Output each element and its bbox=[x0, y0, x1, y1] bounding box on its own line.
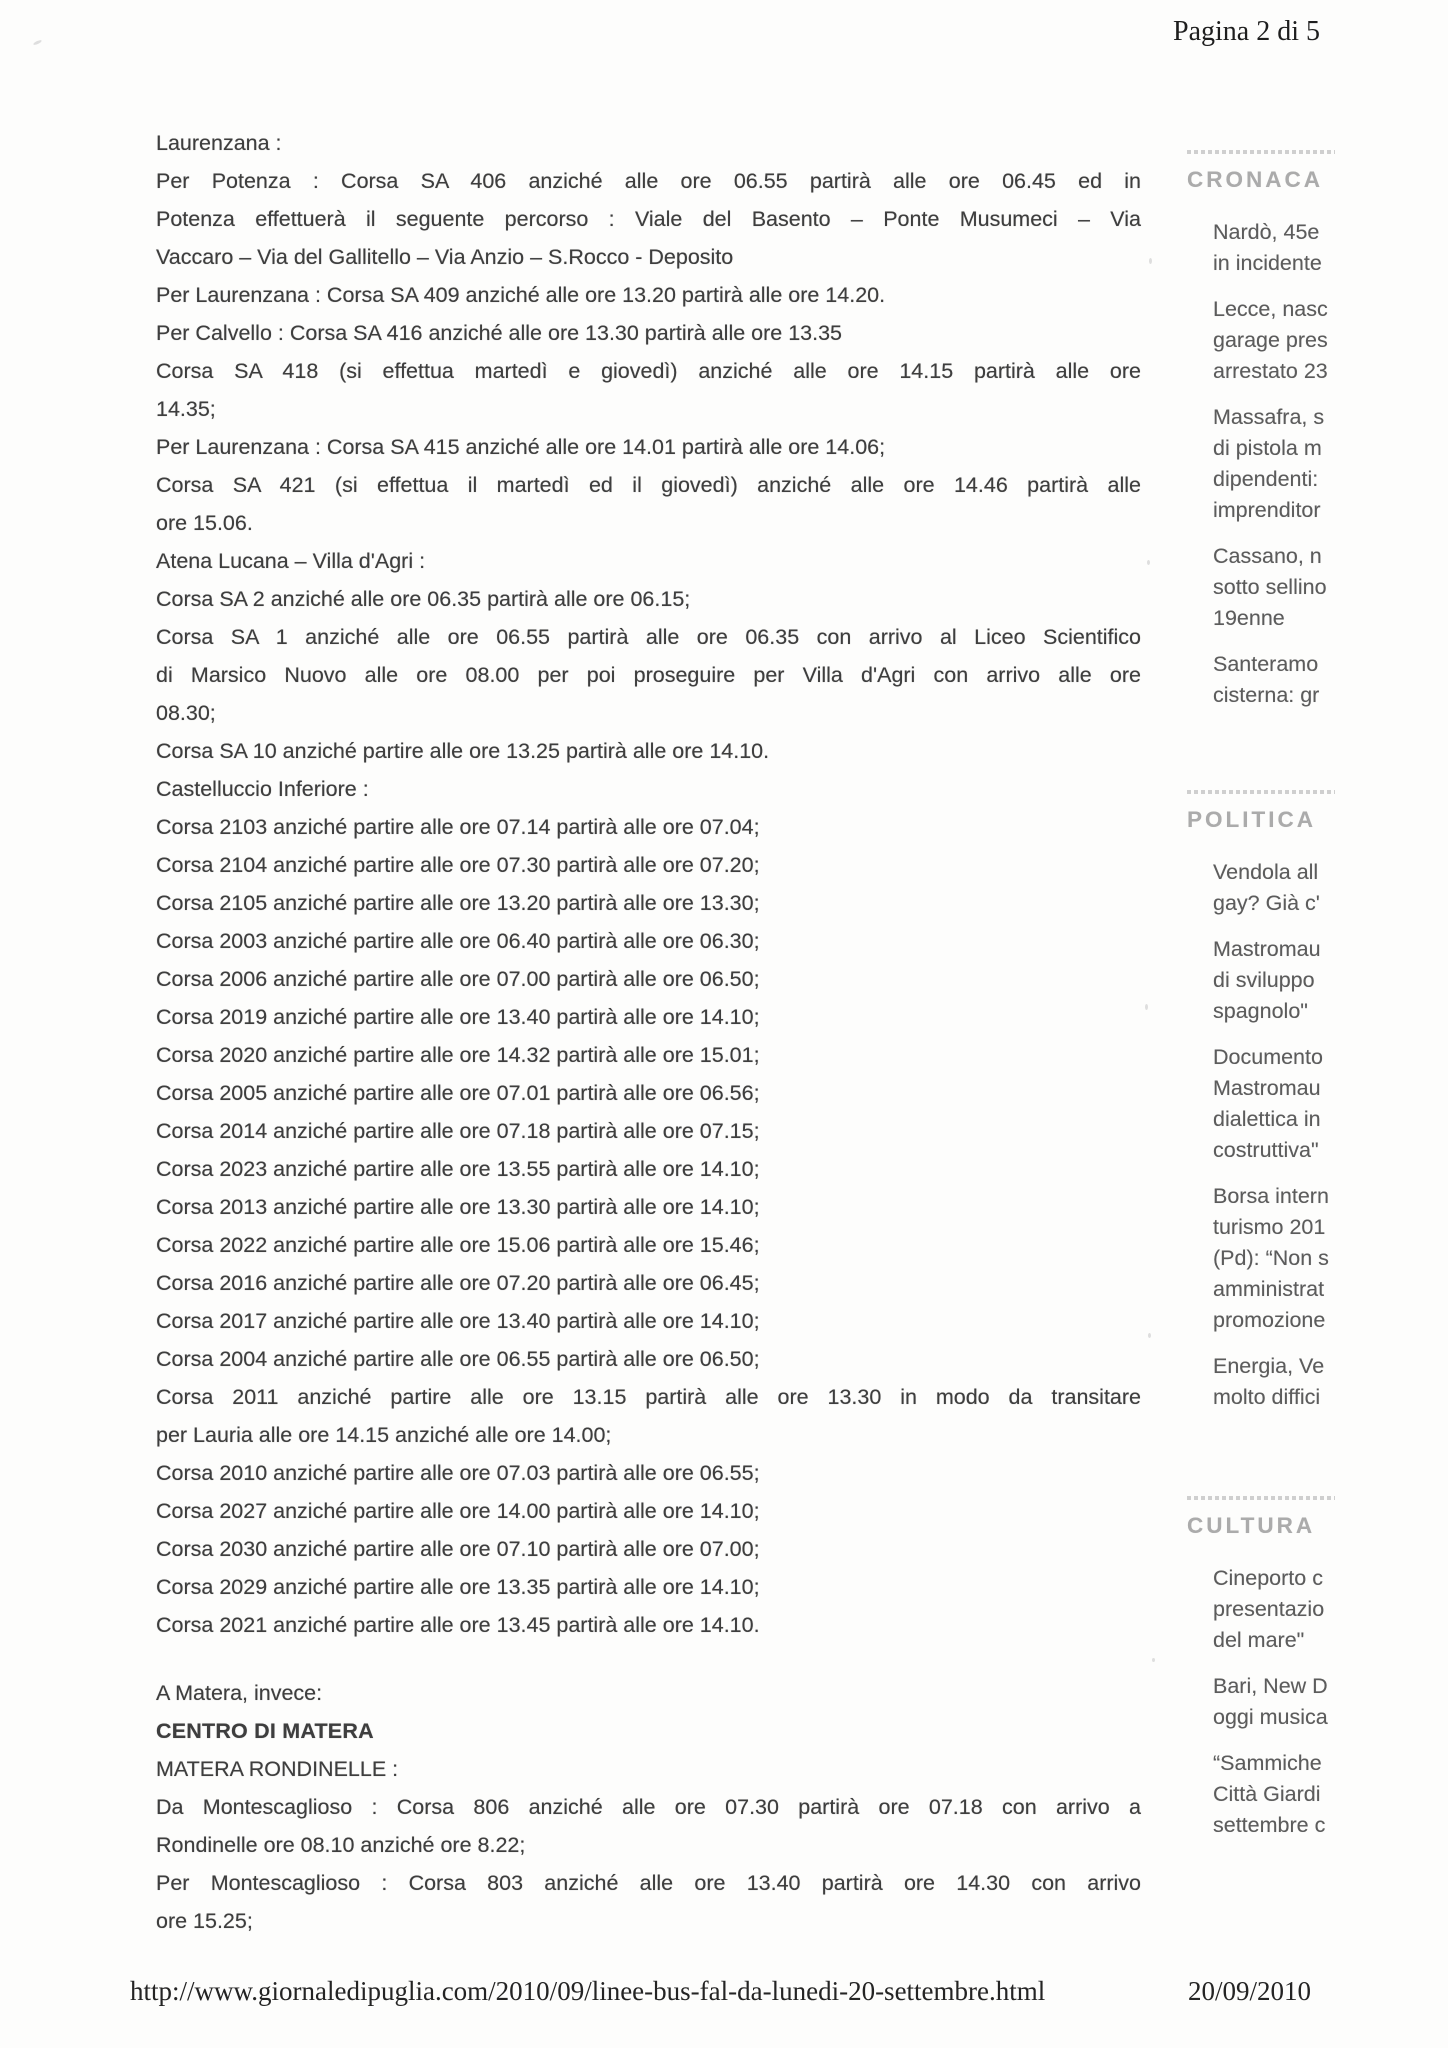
scan-speck bbox=[1149, 258, 1152, 264]
headline-item bbox=[1213, 1042, 1448, 1166]
body-line: Corsa 2023 anziché partire alle ore 13.55 partirà alle ore 14.10; bbox=[156, 1157, 760, 1181]
headline-line: dialettica in bbox=[1213, 1107, 1321, 1131]
section-title: CULTURA bbox=[1187, 1513, 1316, 1538]
headline-line: Bari, New D bbox=[1213, 1674, 1328, 1698]
headline-item bbox=[1213, 1351, 1448, 1413]
headline-line: turismo 201 bbox=[1213, 1215, 1326, 1239]
body-line: Per Calvello : Corsa SA 416 anziché alle ore 13.30 partirà alle ore 13.35 bbox=[156, 321, 843, 345]
headline-line: garage pres bbox=[1213, 328, 1328, 352]
article-body bbox=[156, 124, 1141, 1940]
section-items bbox=[1213, 217, 1448, 711]
headline-line: Mastromau bbox=[1213, 937, 1321, 961]
headline-line: “Sammiche bbox=[1213, 1751, 1322, 1775]
body-line: Corsa 2017 anziché partire alle ore 13.40 partirà alle ore 14.10; bbox=[156, 1309, 760, 1333]
section-divider bbox=[1187, 150, 1335, 154]
headline-line: dipendenti: bbox=[1213, 467, 1319, 491]
body-line: Corsa 2104 anziché partire alle ore 07.30 partirà alle ore 07.20; bbox=[156, 853, 760, 877]
headline-line: arrestato 23 bbox=[1213, 359, 1328, 383]
body-line: Corsa 2010 anziché partire alle ore 07.03 partirà alle ore 06.55; bbox=[156, 1461, 760, 1485]
body-line: Corsa 2020 anziché partire alle ore 14.32 partirà alle ore 15.01; bbox=[156, 1043, 760, 1067]
body-line: Corsa SA 418 (si effettua martedì e giovedì) anziché alle ore 14.15 partirà alle ore bbox=[156, 359, 1141, 383]
headline-line: Cassano, n bbox=[1213, 544, 1322, 568]
body-line: Corsa SA 1 anziché alle ore 06.55 partirà alle ore 06.35 con arrivo al Liceo Scientifico bbox=[156, 625, 1141, 649]
headline-line: oggi musica bbox=[1213, 1705, 1328, 1729]
footer bbox=[0, 1976, 1448, 2016]
body-line: Potenza effettuerà il seguente percorso : Viale del Basento – Ponte Musumeci – Via bbox=[156, 207, 1141, 231]
headline-line: gay? Già c' bbox=[1213, 891, 1320, 915]
headline-line: molto diffici bbox=[1213, 1385, 1321, 1409]
headline-item bbox=[1213, 541, 1448, 634]
scan-speck bbox=[1147, 560, 1150, 565]
headline-line: costruttiva" bbox=[1213, 1138, 1319, 1162]
headline-line: Energia, Ve bbox=[1213, 1354, 1325, 1378]
body-line: Corsa 2019 anziché partire alle ore 13.40 partirà alle ore 14.10; bbox=[156, 1005, 760, 1029]
body-line: Corsa 2030 anziché partire alle ore 07.10 partirà alle ore 07.00; bbox=[156, 1537, 760, 1561]
headline-line: Cineporto c bbox=[1213, 1566, 1323, 1590]
headline-line: Città Giardi bbox=[1213, 1782, 1321, 1806]
body-line: Corsa 2016 anziché partire alle ore 07.20 partirà alle ore 06.45; bbox=[156, 1271, 760, 1295]
headline-line: Vendola all bbox=[1213, 860, 1319, 884]
body-line: CENTRO DI MATERA bbox=[156, 1719, 374, 1743]
headline-line: Documento bbox=[1213, 1045, 1323, 1069]
headline-item bbox=[1213, 1748, 1448, 1841]
headline-line: 19enne bbox=[1213, 606, 1285, 630]
headline-line: di sviluppo bbox=[1213, 968, 1315, 992]
body-line: ore 15.25; bbox=[156, 1909, 253, 1933]
body-line: A Matera, invece: bbox=[156, 1681, 323, 1705]
scan-speck bbox=[33, 39, 42, 46]
body-line: Corsa SA 421 (si effettua il martedì ed il giovedì) anziché alle ore 14.46 partirà alle bbox=[156, 473, 1141, 497]
headline-line: cisterna: gr bbox=[1213, 683, 1320, 707]
body-line: Corsa 2011 anziché partire alle ore 13.15 partirà alle ore 13.30 in modo da transitare bbox=[156, 1385, 1141, 1409]
body-line: 08.30; bbox=[156, 701, 216, 725]
headline-line: spagnolo" bbox=[1213, 999, 1308, 1023]
headline-item bbox=[1213, 857, 1448, 919]
body-line: Corsa 2004 anziché partire alle ore 06.55 partirà alle ore 06.50; bbox=[156, 1347, 760, 1371]
body-line: Da Montescaglioso : Corsa 806 anziché alle ore 07.30 partirà ore 07.18 con arrivo a bbox=[156, 1795, 1141, 1819]
headline-line: promozione bbox=[1213, 1308, 1326, 1332]
headline-item bbox=[1213, 1563, 1448, 1656]
scan-speck bbox=[1145, 1004, 1148, 1010]
scan-speck bbox=[1148, 1333, 1151, 1338]
headline-line: in incidente bbox=[1213, 251, 1322, 275]
sidebar-section-cronaca bbox=[1185, 150, 1448, 726]
body-line: Per Laurenzana : Corsa SA 409 anziché alle ore 13.20 partirà alle ore 14.20. bbox=[156, 283, 886, 307]
body-line: Per Montescaglioso : Corsa 803 anziché alle ore 13.40 partirà ore 14.30 con arrivo bbox=[156, 1871, 1141, 1895]
body-line: Corsa 2103 anziché partire alle ore 07.14 partirà alle ore 07.04; bbox=[156, 815, 760, 839]
section-divider bbox=[1187, 1496, 1335, 1500]
body-line: Corsa SA 10 anziché partire alle ore 13.25 partirà alle ore 14.10. bbox=[156, 739, 770, 763]
headline-line: imprenditor bbox=[1213, 498, 1321, 522]
headline-line: Borsa intern bbox=[1213, 1184, 1329, 1208]
body-line: Per Laurenzana : Corsa SA 415 anziché alle ore 14.01 partirà alle ore 14.06; bbox=[156, 435, 886, 459]
body-line: di Marsico Nuovo alle ore 08.00 per poi proseguire per Villa d'Agri con arrivo alle ore bbox=[156, 663, 1141, 687]
headline-line: settembre c bbox=[1213, 1813, 1326, 1837]
headline-line: Mastromau bbox=[1213, 1076, 1321, 1100]
page-number: Pagina 2 di 5 bbox=[1173, 16, 1320, 47]
body-line: Corsa 2022 anziché partire alle ore 15.06 partirà alle ore 15.46; bbox=[156, 1233, 760, 1257]
headline-line: (Pd): “Non s bbox=[1213, 1246, 1329, 1270]
body-line: Corsa 2029 anziché partire alle ore 13.35 partirà alle ore 14.10; bbox=[156, 1575, 760, 1599]
headline-line: sotto sellino bbox=[1213, 575, 1327, 599]
body-line: Corsa 2014 anziché partire alle ore 07.18 partirà alle ore 07.15; bbox=[156, 1119, 760, 1143]
body-line: Corsa 2105 anziché partire alle ore 13.20 partirà alle ore 13.30; bbox=[156, 891, 760, 915]
headline-line: Lecce, nasc bbox=[1213, 297, 1328, 321]
headline-line: Nardò, 45e bbox=[1213, 220, 1320, 244]
headline-line: Santeramo bbox=[1213, 652, 1319, 676]
footer-date: 20/09/2010 bbox=[1188, 1976, 1312, 2006]
section-divider bbox=[1187, 790, 1335, 794]
body-line: Vaccaro – Via del Gallitello – Via Anzio – S.Rocco - Deposito bbox=[156, 245, 734, 269]
headline-item bbox=[1213, 934, 1448, 1027]
section-items bbox=[1213, 1563, 1448, 1841]
sidebar-section-cultura bbox=[1185, 1496, 1448, 1856]
footer-url: http://www.giornaledipuglia.com/2010/09/linee-bus-fal-da-lunedi-20-settembre.html bbox=[130, 1976, 1046, 2006]
headline-item bbox=[1213, 294, 1448, 387]
body-line: ore 15.06. bbox=[156, 511, 253, 535]
section-items bbox=[1213, 857, 1448, 1413]
headline-line: Massafra, s bbox=[1213, 405, 1325, 429]
body-line: Laurenzana : bbox=[156, 131, 282, 155]
body-line: Per Potenza : Corsa SA 406 anziché alle ore 06.55 partirà alle ore 06.45 ed in bbox=[156, 169, 1141, 193]
body-line: MATERA RONDINELLE : bbox=[156, 1757, 399, 1781]
body-line: 14.35; bbox=[156, 397, 216, 421]
headline-line: del mare" bbox=[1213, 1628, 1305, 1652]
body-line: Corsa 2006 anziché partire alle ore 07.00 partirà alle ore 06.50; bbox=[156, 967, 760, 991]
headline-item bbox=[1213, 649, 1448, 711]
section-title: CRONACA bbox=[1187, 167, 1323, 192]
headline-item bbox=[1213, 217, 1448, 279]
body-line: Corsa 2021 anziché partire alle ore 13.45 partirà alle ore 14.10. bbox=[156, 1613, 760, 1637]
headline-line: amministrat bbox=[1213, 1277, 1325, 1301]
body-line: Corsa 2003 anziché partire alle ore 06.40 partirà alle ore 06.30; bbox=[156, 929, 760, 953]
headline-line: presentazio bbox=[1213, 1597, 1325, 1621]
body-line: Corsa 2005 anziché partire alle ore 07.01 partirà alle ore 06.56; bbox=[156, 1081, 760, 1105]
headline-item bbox=[1213, 1181, 1448, 1336]
scan-speck bbox=[1152, 1658, 1155, 1662]
body-line: Rondinelle ore 08.10 anziché ore 8.22; bbox=[156, 1833, 526, 1857]
body-line: Corsa 2027 anziché partire alle ore 14.00 partirà alle ore 14.10; bbox=[156, 1499, 760, 1523]
headline-item bbox=[1213, 1671, 1448, 1733]
headline-item bbox=[1213, 402, 1448, 526]
sidebar-section-politica bbox=[1185, 790, 1448, 1428]
body-line: Castelluccio Inferiore : bbox=[156, 777, 369, 801]
body-line: Atena Lucana – Villa d'Agri : bbox=[156, 549, 426, 573]
body-line: per Lauria alle ore 14.15 anziché alle ore 14.00; bbox=[156, 1423, 612, 1447]
body-line: Corsa 2013 anziché partire alle ore 13.30 partirà alle ore 14.10; bbox=[156, 1195, 760, 1219]
headline-line: di pistola m bbox=[1213, 436, 1322, 460]
section-title: POLITICA bbox=[1187, 807, 1316, 832]
body-line: Corsa SA 2 anziché alle ore 06.35 partirà alle ore 06.15; bbox=[156, 587, 691, 611]
